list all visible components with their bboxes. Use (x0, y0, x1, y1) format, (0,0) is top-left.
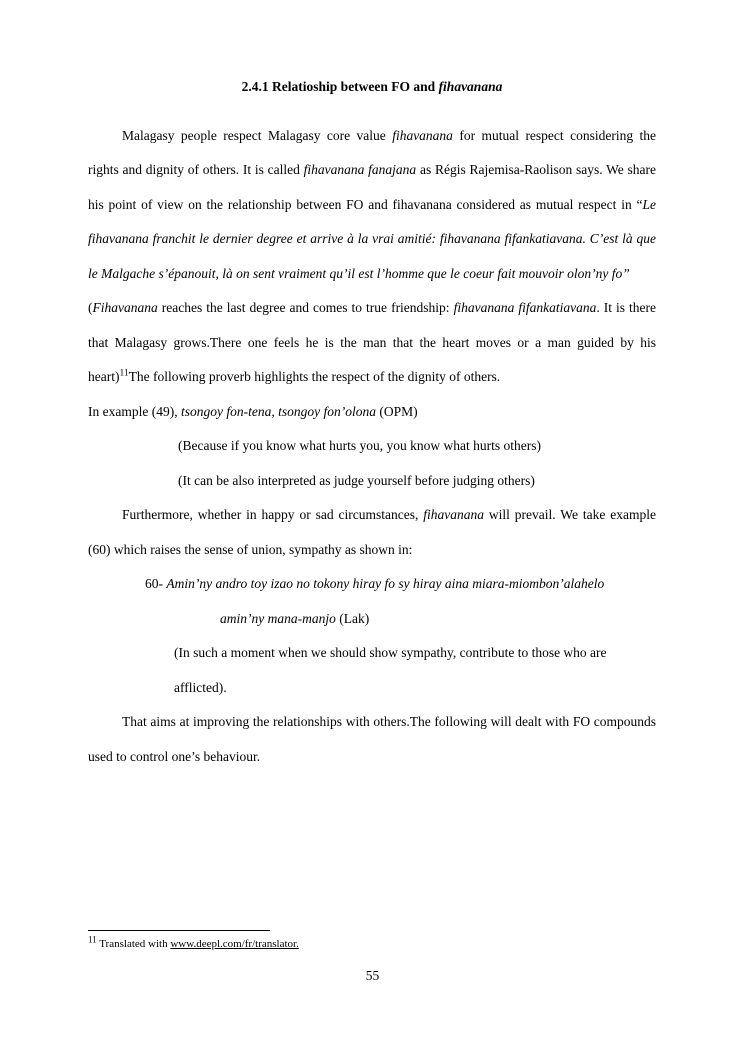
p1-part-a: Malagasy people respect Malagasy core value (122, 127, 393, 143)
p3-proverb-italic: tsongoy fon-tena, tsongoy fon’olona (180, 403, 376, 419)
page-content (88, 78, 656, 774)
footnote-number: 11 (88, 934, 97, 945)
p2-part-d: The following proverb highlights the respect of the dignity of others. (128, 369, 501, 385)
footnote-area (88, 930, 656, 951)
gloss-49-line-1: (Because if you know what hurts you, you know what hurts others) (178, 438, 541, 454)
paragraph-4 (88, 498, 656, 567)
p2-italic-fifankatiavana: fihavanana fifankatiavana (453, 300, 597, 316)
paragraph-5: That aims at improving the relationships with others.The following will dealt with FO compounds used to control one’s behaviour. (88, 714, 656, 764)
p3-part-a: In example (49), (88, 403, 181, 419)
p3-part-b: (OPM) (375, 403, 418, 419)
paragraph-3-example-49 (88, 395, 656, 430)
example-60-gloss-line-2: afflicted). (174, 679, 227, 695)
p2-part-c: . It is there that Malagasy grows.There one feels he is the man that the heart moves or a man guided by his heart) (88, 300, 656, 385)
p1-part-e: as Régis Rajemisa-Raolison says. We share his point of view on the relationship between FO and fihavanana considered as mutual respect in “ (88, 162, 656, 212)
p1-italic-fihavanana: fihavanana (392, 127, 453, 143)
p4-part-b: will prevail. We take example (60) which raises the sense of union, sympathy as shown in: (88, 507, 656, 557)
example-60-italic-line-2: amin’ny mana-manjo (220, 610, 336, 626)
p2-part-b: reaches the last degree and comes to true friendship: (157, 300, 454, 316)
p4-part-a: Furthermore, whether in happy or sad circumstances, (122, 507, 424, 523)
example-60-line-1 (145, 567, 656, 602)
p2-open-paren: ( (88, 300, 93, 316)
example-60-number: 60- (145, 576, 167, 592)
gloss-49 (88, 429, 656, 498)
p4-italic-fihavanana: fihavanana (423, 507, 484, 523)
footnote-link[interactable]: www.deepl.com/fr/translator. (170, 938, 299, 950)
example-60-source: (Lak) (335, 610, 370, 626)
example-60-line-2 (145, 602, 656, 637)
example-60 (88, 567, 656, 636)
paragraph-1 (88, 119, 656, 292)
p1-italic-fanajana: fihavanana fanajana (303, 162, 417, 178)
example-60-gloss-line-1: (In such a moment when we should show sympathy, contribute to those who are (174, 645, 607, 661)
footnote-11 (88, 934, 656, 951)
section-heading (88, 78, 656, 97)
footnote-text: Translated with (96, 938, 171, 950)
p2-italic-fihavanana: Fihavanana (92, 300, 158, 316)
footnote-separator-rule (88, 930, 270, 931)
section-title-italic: fihavanana (438, 79, 503, 94)
paragraph-2-translation (88, 291, 656, 395)
p1-french-quote: Le fihavanana franchit le dernier degree et arrive à la vrai amitié: fihavanana fifankatiavana. C’est là que le Malgache s’épanouit, là on sent vraiment qu’il est l’homme que le coeur fait mouvoir olon’ny fo” (88, 196, 656, 281)
footnote-marker: 11 (119, 368, 129, 379)
example-60-gloss (88, 636, 656, 705)
page-number: 55 (365, 968, 380, 983)
gloss-49-line-2: (It can be also interpreted as judge yourself before judging others) (178, 472, 535, 488)
section-title-text: Relatioship between FO and (272, 79, 439, 94)
example-60-italic-line-1: Amin’ny andro toy izao no tokony hiray fo sy hiray aina miara-miombon’alahelo (166, 576, 605, 592)
p1-part-c: for mutual respect considering the rights and dignity of others. It is called (88, 127, 656, 178)
section-number: 2.4.1 (241, 79, 269, 94)
